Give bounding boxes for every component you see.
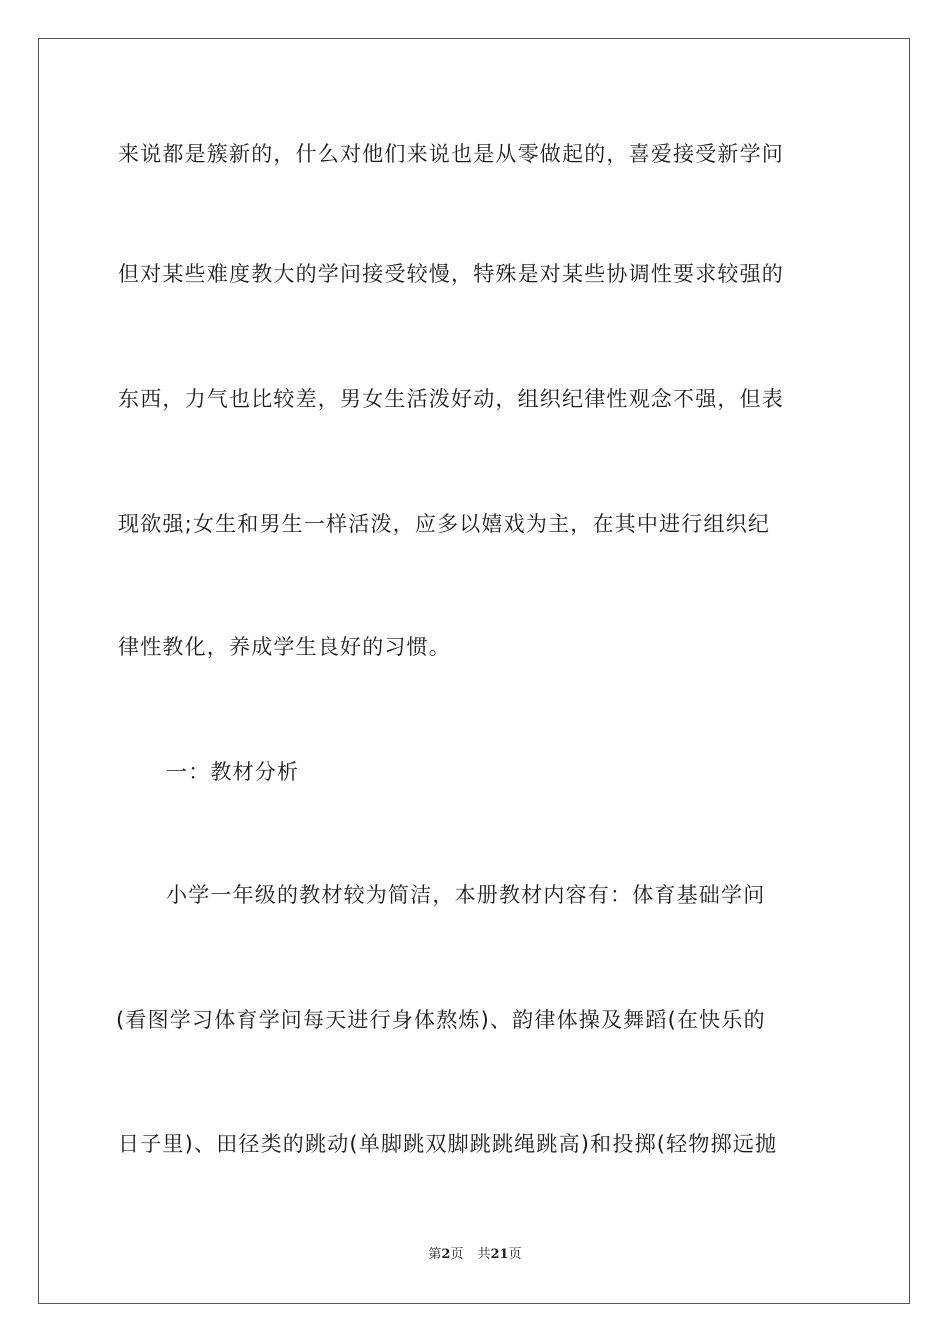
footer-page-suffix: 页 <box>450 1247 464 1262</box>
body-line-2: 但对某些难度教大的学问接受较慢，特殊是对某些协调性要求较强的 <box>118 262 784 286</box>
footer-page-number: 2 <box>441 1247 451 1262</box>
body-line-3: 东西，力气也比较差，男女生活泼好动，组织纪律性观念不强，但表 <box>118 387 784 411</box>
section-heading: 一：教材分析 <box>166 760 300 784</box>
footer-total-pages: 21 <box>490 1247 509 1262</box>
body-line-5: 律性教化，养成学生良好的习惯。 <box>118 635 451 659</box>
footer-total-prefix: 共 <box>477 1247 491 1262</box>
footer-total-suffix: 页 <box>508 1247 522 1262</box>
body-line-1: 来说都是簇新的，什么对他们来说也是从零做起的，喜爱接受新学问 <box>118 142 784 166</box>
body-line-4: 现欲强;女生和男生一样活泼，应多以嬉戏为主，在其中进行组织纪 <box>118 512 771 536</box>
page-footer <box>0 1246 950 1264</box>
body-line-7: (看图学习体育学问每天进行身体熬炼)、韵律体操及舞蹈(在快乐的 <box>116 1008 766 1032</box>
page-border <box>38 38 910 1304</box>
body-line-6: 小学一年级的教材较为简洁，本册教材内容有：体育基础学问 <box>166 883 766 907</box>
footer-prefix: 第 <box>428 1247 442 1262</box>
body-line-8: 日子里)、田径类的跳动(单脚跳双脚跳跳绳跳高)和投掷(轻物掷远抛 <box>118 1132 778 1156</box>
